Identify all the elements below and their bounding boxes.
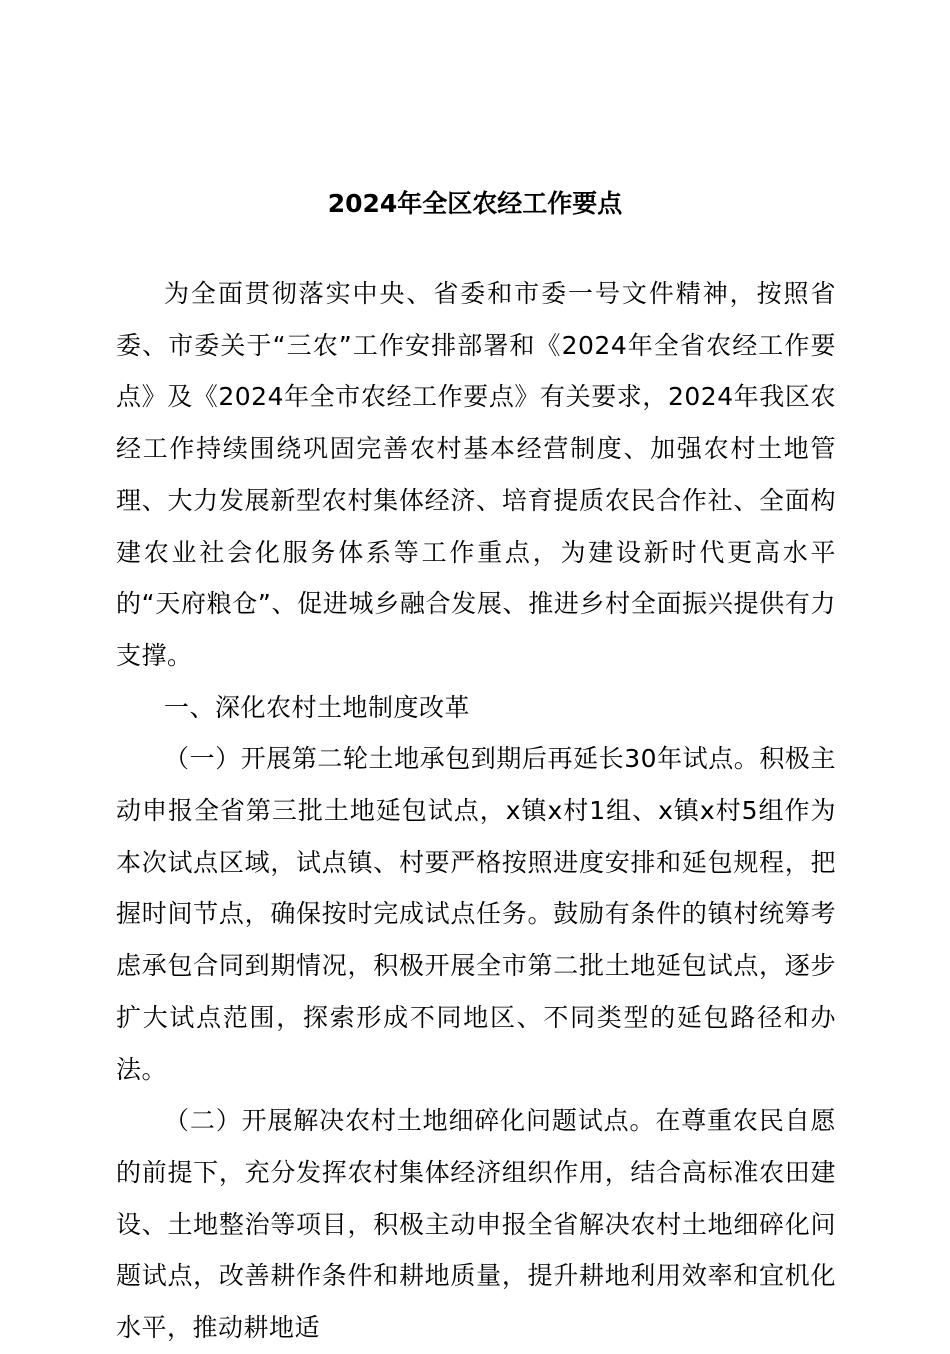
intro-paragraph: 为全面贯彻落实中央、省委和市委一号文件精神，按照省委、市委关于“三农”工作安排部署和《2024年全省农经工作要点》及《2024年全市农经工作要点》有关要求，2024年我区农经工作持续围绕巩固完善农村基本经营制度、加强农村土地管理、大力发展新型农村集体经济、培育提质农民合作社、全面构建农业社会化服务体系等工作重点，为建设新时代更高水平的“天府粮仓”、促进城乡融合发展、推进乡村全面振兴提供有力支撑。 — [116, 279, 836, 670]
document-title: 2024年全区农经工作要点 — [327, 189, 623, 218]
section-heading: 一、深化农村土地制度改革 — [164, 692, 471, 722]
item-paragraph-2: （二）开展解决农村土地细碎化问题试点。在尊重农民自愿的前提下，充分发挥农村集体经济组织作用，结合高标准农田建设、土地整治等项目，积极主动申报全省解决农村土地细碎化问题试点，改善耕作条件和耕地质量，提升耕地利用效率和宜机化水平，推动耕地适 — [116, 1106, 836, 1343]
item-paragraph-1: （一）开展第二轮土地承包到期后再延长30年试点。积极主动申报全省第三批土地延包试点，x镇x村1组、x镇x村5组作为本次试点区域，试点镇、村要严格按照进度安排和延包规程，把握时间节点，确保按时完成试点任务。鼓励有条件的镇村统筹考虑承包合同到期情况，积极开展全市第二批土地延包试点，逐步扩大试点范围，探索形成不同地区、不同类型的延包路径和办法。 — [116, 744, 836, 1084]
document-body — [116, 268, 836, 1354]
